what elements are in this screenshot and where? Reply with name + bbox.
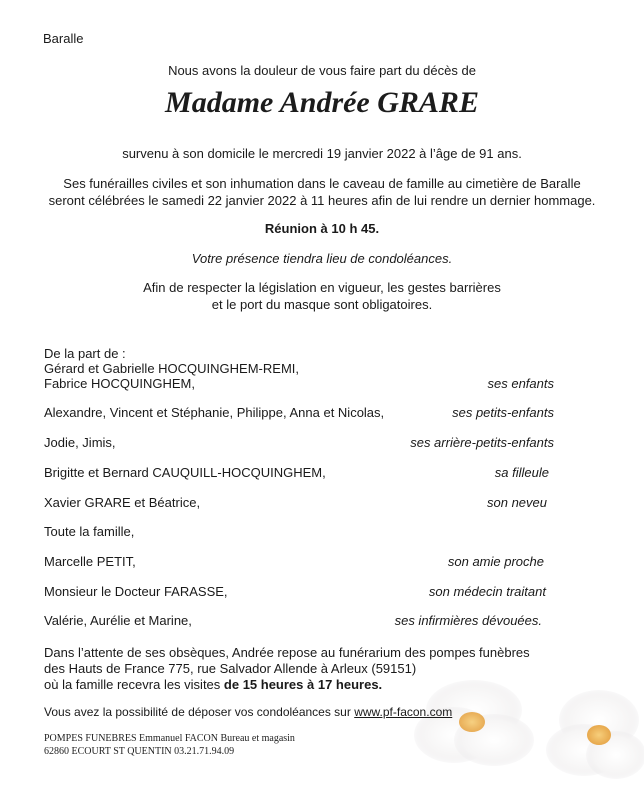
family-relation: ses arrière-petits-enfants — [410, 435, 554, 450]
from-label: De la part de : — [44, 346, 126, 361]
family-names: Gérard et Gabrielle HOCQUINGHEM-REMI, — [44, 361, 299, 376]
meeting-time: Réunion à 10 h 45. — [264, 221, 380, 236]
condolences-note: Votre présence tiendra lieu de condoléances. — [191, 251, 453, 266]
orchid-right-icon — [546, 690, 644, 779]
list-item — [44, 524, 554, 540]
funerarium-line-1: Dans l’attente de ses obsèques, Andrée repose au funérarium des pompes funèbres — [44, 645, 530, 660]
rules-line-2: et le port du masque sont obligatoires. — [211, 297, 433, 312]
family-names: Marcelle PETIT, — [44, 554, 136, 569]
location-header: Baralle — [43, 31, 84, 46]
family-relation: son amie proche — [447, 554, 544, 569]
funerarium-line-3 — [44, 677, 382, 692]
condolences-website-link[interactable]: www.pf-facon.com — [354, 705, 453, 719]
list-item — [44, 361, 554, 377]
family-relation: son médecin traitant — [428, 584, 546, 599]
funerarium-line-2: des Hauts de France 775, rue Salvador Allende à Arleux (59151) — [44, 661, 417, 676]
funerarium-visits-prefix: où la famille recevra les visites — [44, 677, 224, 692]
funeral-home-address: 62860 ECOURT ST QUENTIN 03.21.71.94.09 — [44, 746, 235, 757]
list-item — [44, 613, 542, 629]
visit-hours: de 15 heures à 17 heures. — [223, 677, 383, 692]
funeral-line-2: seront célébrées le samedi 22 janvier 2022 à 11 heures afin de lui rendre un dernier hommage. — [48, 193, 596, 208]
deceased-name: Madame Andrée GRARE — [165, 86, 479, 119]
family-relation: ses petits-enfants — [452, 405, 554, 420]
list-item — [44, 495, 547, 511]
family-names: Jodie, Jimis, — [44, 435, 116, 450]
family-names: Alexandre, Vincent et Stéphanie, Philippe, Anna et Nicolas, — [44, 405, 385, 420]
family-relation: ses enfants — [487, 376, 554, 391]
family-names: Valérie, Aurélie et Marine, — [44, 613, 192, 628]
list-item — [44, 584, 546, 600]
family-relation: sa filleule — [494, 465, 549, 480]
family-names: Xavier GRARE et Béatrice, — [44, 495, 201, 510]
death-announcement: survenu à son domicile le mercredi 19 janvier 2022 à l’âge de 91 ans. — [122, 146, 522, 161]
online-condolences-prefix: Vous avez la possibilité de déposer vos condoléances sur — [44, 705, 355, 719]
orchid-left-icon — [414, 680, 534, 766]
list-item — [44, 554, 544, 570]
intro-text: Nous avons la douleur de vous faire part du décès de — [168, 63, 476, 78]
family-names: Toute la famille, — [44, 524, 135, 539]
rules-line-1: Afin de respecter la législation en vigueur, les gestes barrières — [143, 280, 501, 295]
list-item — [44, 465, 549, 481]
family-names: Fabrice HOCQUINGHEM, — [44, 376, 195, 391]
funeral-home-name: POMPES FUNEBRES Emmanuel FACON Bureau et magasin — [44, 733, 295, 744]
online-condolences — [44, 705, 452, 719]
family-names: Monsieur le Docteur FARASSE, — [44, 584, 228, 599]
family-relation: son neveu — [487, 495, 547, 510]
family-relation: ses infirmières dévouées. — [394, 613, 542, 628]
list-item — [44, 376, 554, 392]
funeral-line-1: Ses funérailles civiles et son inhumation dans le caveau de famille au cimetière de Baralle — [63, 176, 581, 191]
family-names: Brigitte et Bernard CAUQUILL-HOCQUINGHEM, — [44, 465, 326, 480]
list-item — [44, 435, 554, 451]
list-item — [44, 405, 554, 421]
